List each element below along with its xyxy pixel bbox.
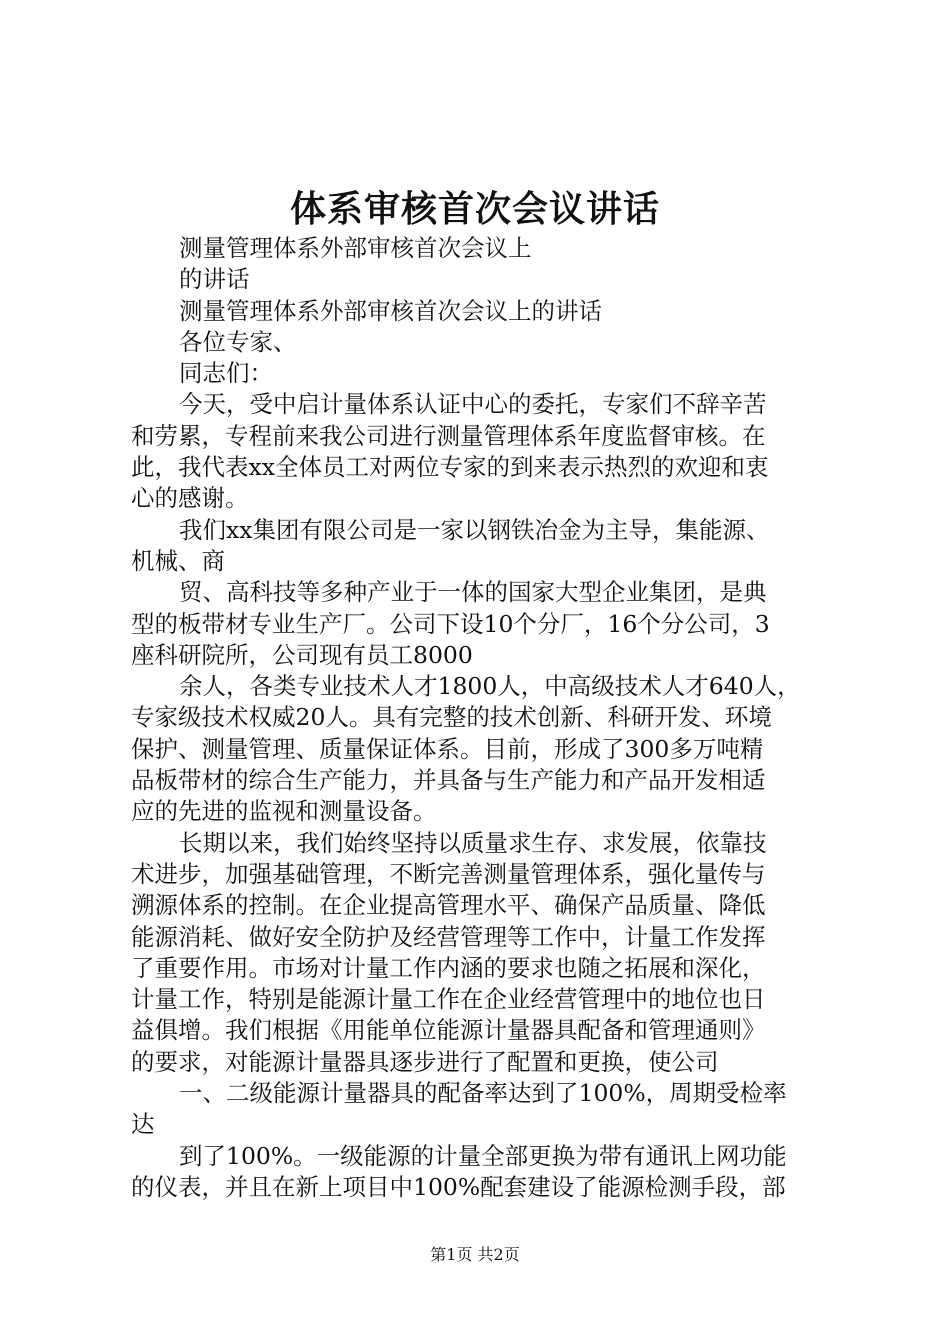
text-line: 贸、高科技等多种产业于一体的国家大型企业集团，是典 (179, 578, 767, 607)
text-line: 品板带材的综合生产能力，并具备与生产能力和产品开发相适 (131, 766, 766, 795)
text-line: 的讲话 (179, 265, 250, 294)
text-line: 今天，受中启计量体系认证中心的委托，专家们不辞辛苦 (179, 390, 767, 419)
text-line: 同志们： (179, 359, 273, 388)
document-body (131, 233, 831, 1203)
text-line: 应的先进的监视和测量设备。 (131, 797, 437, 826)
text-line: 一、二级能源计量器具的配备率达到了100%，周期受检率 (179, 1079, 787, 1108)
text-line: 我们xx集团有限公司是一家以钢铁冶金为主导，集能源、 (179, 515, 770, 544)
text-line: 心的感谢。 (131, 484, 249, 513)
text-line: 计量工作，特别是能源计量工作在企业经营管理中的地位也日 (131, 985, 766, 1014)
text-line: 测量管理体系外部审核首次会议上 (179, 234, 532, 262)
text-line: 达 (131, 1110, 155, 1139)
text-line: 和劳累，专程前来我公司进行测量管理体系年度监督审核。在 (131, 421, 766, 450)
text-line: 术进步，加强基础管理，不断完善测量管理体系，强化量传与 (131, 859, 766, 888)
text-line: 的仪表，并且在新上项目中100%配套建设了能源检测手段，部 (131, 1172, 786, 1201)
document-title: 体系审核首次会议讲话 (289, 188, 660, 230)
text-line: 座科研院所，公司现有员工8000 (131, 640, 473, 669)
text-line: 保护、测量管理、质量保证体系。目前，形成了300多万吨精 (131, 734, 764, 763)
page-footer: 第1页 共2页 (430, 1245, 520, 1264)
text-line: 了重要作用。市场对计量工作内涵的要求也随之拓展和深化， (131, 953, 766, 982)
text-line: 机械、商 (131, 546, 225, 575)
text-line: 益俱增。我们根据《用能单位能源计量器具配备和管理通则》 (131, 1016, 766, 1045)
text-line: 专家级技术权威20人。具有完整的技术创新、科研开发、环境 (131, 703, 772, 732)
text-line: 能源消耗、做好安全防护及经营管理等工作中，计量工作发挥 (131, 922, 766, 951)
text-line: 型的板带材专业生产厂。公司下设10个分厂，16个分公司，3 (131, 609, 770, 638)
text-line: 各位专家、 (179, 327, 297, 356)
text-line: 测量管理体系外部审核首次会议上的讲话 (179, 296, 602, 325)
text-line: 此，我代表xx全体员工对两位专家的到来表示热烈的欢迎和衷 (131, 453, 769, 482)
text-line: 的要求，对能源计量器具逐步进行了配置和更换，使公司 (131, 1047, 719, 1076)
text-line: 到了100%。一级能源的计量全部更换为带有通讯上网功能 (179, 1141, 787, 1170)
text-line: 长期以来，我们始终坚持以质量求生存、求发展，依靠技 (179, 828, 767, 857)
text-line: 余人，各类专业技术人才1800人，中高级技术人才640人， (179, 672, 801, 701)
text-line: 溯源体系的控制。在企业提高管理水平、确保产品质量、降低 (131, 891, 766, 920)
